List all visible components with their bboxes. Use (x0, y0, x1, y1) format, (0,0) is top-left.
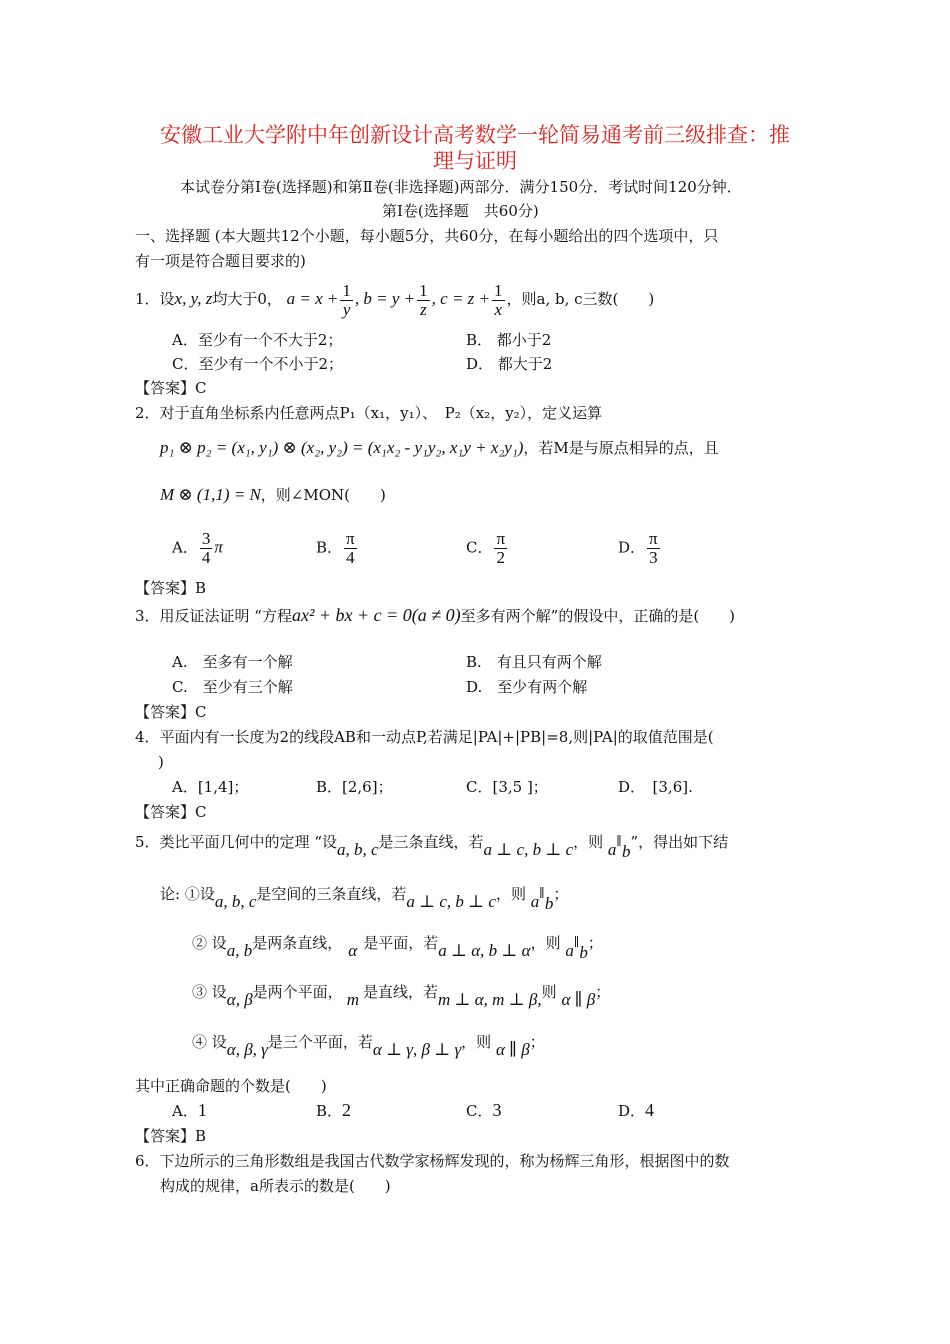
q2-option-d: D． $\frac{\pi}{3}$ (618, 529, 658, 567)
q5-answer: 【答案】B (135, 1127, 207, 1145)
question-3-stem: 3．用反证法证明 “方程ax² + bx + c = 0(a ≠ 0)至多有两个解”的假设中，正确的是( ) (135, 605, 736, 625)
q3-option-d: D. 至少有两个解 (466, 678, 588, 696)
q1-option-c: C．至少有一个不小于2； (172, 355, 344, 373)
question-2-formula: p₁ ⊗ p₂ = (x₁, y₁) ⊗ (x₂, y₂) = (x₁x₂ - y₁y₂, x₁y + x₂y₁)，若M是与原点相异的点，且 (160, 438, 719, 457)
fraction-1-over-y: $\frac{1}{y}$ (342, 280, 351, 319)
q4-answer: 【答案】C (135, 803, 207, 821)
question-6-stem-1: 6．下边所示的三角形数组是我国古代数学家杨辉发现的，称为杨辉三角形，根据图中的数 (135, 1152, 730, 1170)
q3-option-b: B. 有且只有两个解 (466, 653, 602, 671)
q3-option-c: C. 至少有三个解 (172, 678, 293, 696)
q5-option-a: A．1 (172, 1100, 207, 1120)
q5-option-b: B．2 (316, 1100, 352, 1120)
q5-conclusion-3: ③ 设α, β是两个平面， m 是直线，若m ⊥ α, m ⊥ β,则 α ∥ β； (192, 983, 611, 1009)
section1-instructions-2: 有一项是符合题目要求的) (135, 252, 306, 270)
question-2-stem: 2．对于直角坐标系内任意两点P₁（x₁，y₁）、 P₂（x₂，y₂），定义运算 (135, 404, 603, 422)
q4-option-d: D． [3,6]. (618, 778, 693, 796)
fraction-1-over-x: $\frac{1}{x}$ (494, 280, 503, 319)
q5-conclusion-2: ② 设a, b是两条直线， α 是平面，若a ⊥ α, b ⊥ α，则 a∥b； (192, 934, 603, 962)
title-line-1: 安徽工业大学附中年创新设计高考数学一轮简易通考前三级排查：推 (160, 123, 790, 147)
title-line-2: 理与证明 (433, 149, 517, 173)
intro-text: 本试卷分第Ⅰ卷(选择题)和第Ⅱ卷(非选择题)两部分．满分150分．考试时间120分钟． (180, 178, 742, 196)
question-4-stem-cont: ) (158, 753, 164, 771)
q3-answer: 【答案】C (135, 703, 207, 721)
question-5-stem: 5．类比平面几何中的定理 “设a, b, c是三条直线，若a ⊥ c, b ⊥ c，则 a∥b”，得出如下结 (135, 833, 729, 861)
q2-option-a: A． $\frac{3}{4}$ π (172, 529, 223, 567)
question-6-stem-2: 构成的规律，a所表示的数是( ) (160, 1177, 391, 1195)
q2-option-c: C． $\frac{\pi}{2}$ (466, 529, 506, 567)
q4-option-a: A．[1,4]； (172, 778, 249, 796)
q4-option-b: B．[2,6]； (316, 778, 393, 796)
q5-question: 其中正确命题的个数是( ) (135, 1077, 327, 1095)
q5-conclusion-4: ④ 设α, β, γ是三个平面，若α ⊥ γ, β ⊥ γ，则 α ∥ β； (192, 1033, 545, 1059)
section1-instructions-1: 一、选择题 (本大题共12个小题，每小题5分，共60分，在每小题给出的四个选项中，只 (135, 227, 719, 245)
q4-option-c: C．[3,5 ]； (466, 778, 548, 796)
fraction-1-over-z: $\frac{1}{z}$ (419, 280, 428, 319)
q5-option-d: D．4 (618, 1100, 655, 1120)
q1-answer: 【答案】C (135, 379, 207, 397)
q2-answer: 【答案】B (135, 579, 207, 597)
part1-heading: 第Ⅰ卷(选择题 共60分) (382, 202, 539, 220)
question-4-stem: 4．平面内有一长度为2的线段AB和一动点P,若满足|PA|+|PB|=8,则|PA|的取值范围是( (135, 728, 714, 746)
q5-conclusion-1: 论: ①设a, b, c是空间的三条直线，若a ⊥ c, b ⊥ c，则 a∥b； (160, 885, 569, 913)
document-title (130, 122, 820, 174)
q1-option-d: D． 都大于2 (466, 355, 553, 373)
q2-option-b: B． $\frac{\pi}{4}$ (316, 529, 355, 567)
q1-option-b: B． 都小于2 (466, 331, 552, 349)
question-2-formula-2: M ⊗ (1,1) = N，则∠MON( ) (160, 485, 386, 504)
q1-option-a: A．至少有一个不大于2； (172, 331, 343, 349)
q5-option-c: C．3 (466, 1100, 502, 1120)
q3-option-a: A. 至多有一个解 (172, 653, 293, 671)
question-1-stem: 1．设x, y, z均大于0， a = x + $\frac{1}{y}$ , b = y + $\frac{1}{z}$ , c = z + $\frac{1}{x}$ ，则a, b, c三数( ) (135, 280, 655, 319)
